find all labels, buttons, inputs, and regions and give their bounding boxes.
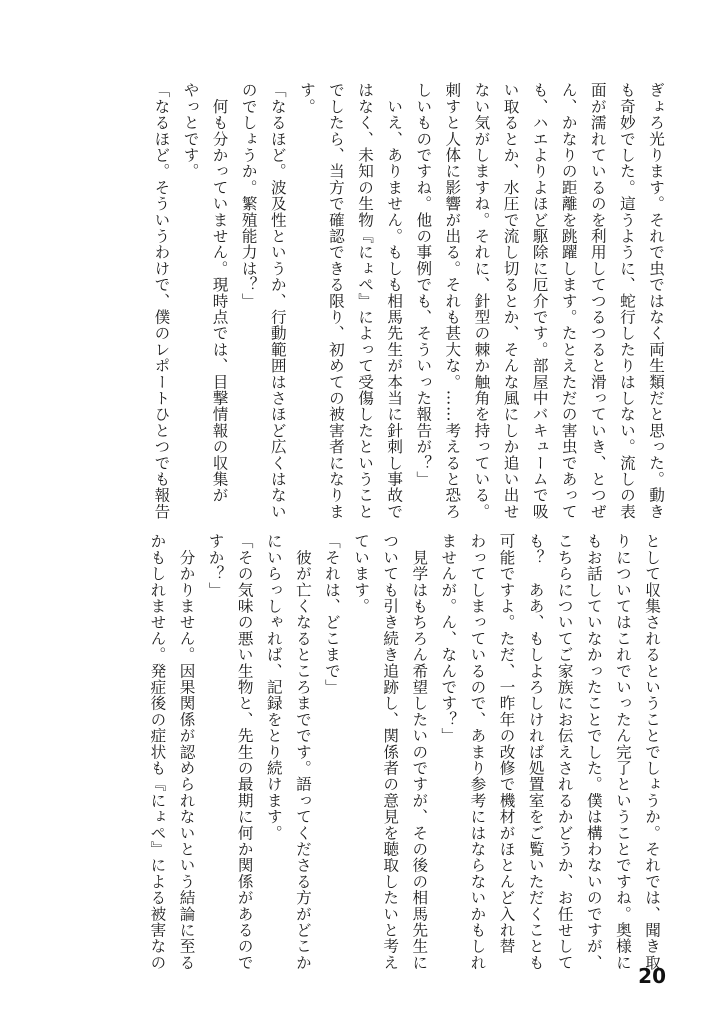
text-line: も？ ああ、もしよろしければ処置室をご覧いただくことも xyxy=(526,533,545,971)
text-line: す。 xyxy=(297,82,316,115)
text-line: しいものですね。他の事例でも、そういった報告が？」 xyxy=(414,82,433,487)
text-line: ぎょろ光ります。それで虫ではなく両生類だと思った。動き xyxy=(647,82,665,520)
text-line: いえ、ありません。もしも相馬先生が本当に針刺し事故で xyxy=(385,82,404,520)
text-line: もお話していなかったことでした。僕は構わないのですが、 xyxy=(584,533,603,971)
text-line: い取るとか、水圧で流し切るとか、そんな風にしか追い出せ xyxy=(501,82,520,520)
text-line: 「なるほど。そういうわけで、僕のレポートひとつでも報告 xyxy=(152,82,171,520)
text-line: も、ハエよりよほど駆除に厄介です。部屋中バキュームで吸 xyxy=(530,82,549,520)
text-line: でしたら、当方で確認できる限り、初めての被害者になりま xyxy=(326,82,345,520)
text-line: すか？」 xyxy=(206,533,225,598)
text-line: 分かりません。因果関係が認められないという結論に至る xyxy=(177,533,196,971)
text-line: ています。 xyxy=(352,533,371,614)
page-number: 20 xyxy=(638,964,666,988)
text-block-upper xyxy=(146,82,670,520)
text-line: わってしまっているので、あまり参考にはならないかもしれ xyxy=(468,533,487,971)
text-line: ませんが。ん、なんです？」 xyxy=(439,533,458,744)
text-line: 可能ですよ。ただ、一昨年の改修で機材がほとんど入れ替 xyxy=(497,533,516,955)
text-line: 「それは、どこまで」 xyxy=(322,533,341,695)
text-line: のでしょうか。繁殖能力は？」 xyxy=(239,82,258,309)
text-line: として収集されるということでしょうか。それでは、聞き取 xyxy=(643,533,661,971)
text-line: ない気がしますね。それに、針型の棘か触角を持っている。 xyxy=(472,82,491,520)
text-line: ん、かなりの距離を跳躍します。たとえただの害虫であって xyxy=(559,82,578,520)
text-line: ついても引き続き追跡し、関係者の意見を聴取したいと考え xyxy=(381,533,400,971)
text-line: りについてはこれでいったん完了ということですね。奥様に xyxy=(613,533,632,971)
text-line: 「なるほど。波及性というか、行動範囲はさほど広くはない xyxy=(268,82,287,520)
text-line: 何も分かっていません。現時点では、目撃情報の収集が xyxy=(210,82,229,504)
text-line: 刺すと人体に影響が出る。それも甚大な。……考えると恐ろ xyxy=(443,82,462,520)
text-line: 面が濡れているのを利用してつるつると滑っていき、とつぜ xyxy=(588,82,607,520)
text-line: やっとです。 xyxy=(181,82,200,180)
text-line: も奇妙でした。這うように、蛇行したりはしない。流しの表 xyxy=(617,82,636,520)
text-line: かもしれません。発症後の症状も『にょぺ』による被害なの xyxy=(148,533,167,971)
text-block-lower xyxy=(142,533,666,971)
text-line: 見学はもちろん希望したいのですが、その後の相馬先生に xyxy=(410,533,429,971)
text-line: 彼が亡くなるところまでです。語ってくださる方がどこか xyxy=(293,533,312,971)
text-line: はなく、未知の生物『にょぺ』によって受傷したということ xyxy=(356,82,375,520)
text-line: 「その気味の悪い生物と、先生の最期に何か関係があるので xyxy=(235,533,254,971)
text-line: にいらっしゃれば、記録をとり続けます。 xyxy=(264,533,283,841)
text-line: こちらについてご家族にお伝えされるかどうか、お任せして xyxy=(555,533,574,971)
